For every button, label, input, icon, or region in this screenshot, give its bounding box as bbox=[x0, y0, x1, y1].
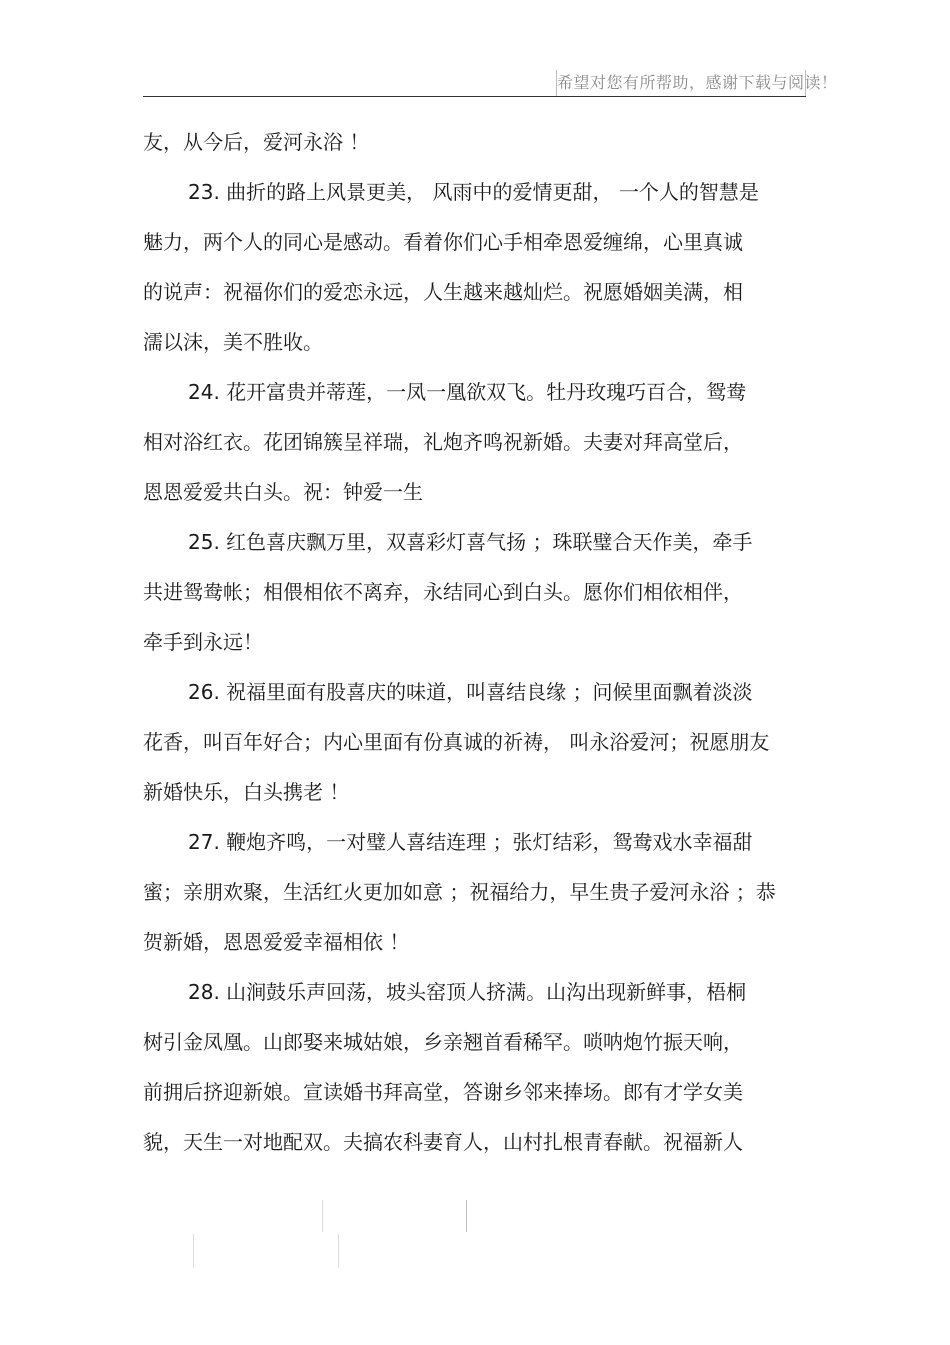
text-line: 濡以沫，美不胜收。 bbox=[143, 330, 323, 354]
header-rule bbox=[143, 96, 806, 97]
divider-line bbox=[338, 1234, 339, 1268]
paragraph-first-line: 28. 山涧鼓乐声回荡，坡头窑顶人挤满。山沟出现新鲜事，梧桐 bbox=[188, 980, 747, 1004]
text-line: 花香，叫百年好合；内心里面有份真诚的祈祷， 叫永浴爱河；祝愿朋友 bbox=[143, 730, 770, 754]
text-line: 贺新婚，恩恩爱爱幸福相依 ！ bbox=[143, 930, 410, 954]
document-body bbox=[143, 124, 813, 1174]
paragraph-first-line: 27. 鞭炮齐鸣，一对璧人喜结连理 ；张灯结彩，鸳鸯戏水幸福甜 bbox=[188, 830, 753, 854]
text-line: 新婚快乐，白头携老 ！ bbox=[143, 780, 350, 804]
text-line: 魅力，两个人的同心是感动。看着你们心手相牵恩爱缠绵，心里真诚 bbox=[143, 230, 743, 254]
text-line: 相对浴红衣。花团锦簇呈祥瑞，礼炮齐鸣祝新婚。夫妻对拜高堂后， bbox=[143, 430, 743, 454]
divider-line bbox=[466, 1200, 467, 1232]
text-line: 恩恩爱爱共白头。祝：钟爱一生 bbox=[143, 480, 423, 504]
text-line: 牵手到永远！ bbox=[143, 630, 263, 654]
text-line: 友，从今后，爱河永浴 ！ bbox=[143, 130, 370, 154]
header-note: 希望对您有所帮助，感谢下载与阅读！ bbox=[556, 70, 806, 96]
text-line: 的说声：祝福你们的爱恋永远，人生越来越灿烂。祝愿婚姻美满，相 bbox=[143, 280, 743, 304]
text-line: 蜜；亲朋欢聚，生活红火更加如意 ；祝福给力，早生贵子爱河永浴 ；恭 bbox=[143, 880, 776, 904]
text-line: 貌，天生一对地配双。夫搞农科妻育人，山村扎根青春献。祝福新人 bbox=[143, 1130, 743, 1154]
divider-line bbox=[322, 1200, 323, 1232]
paragraph-first-line: 23. 曲折的路上风景更美， 风雨中的爱情更甜， 一个人的智慧是 bbox=[188, 180, 759, 204]
text-line: 树引金凤凰。山郎娶来城姑娘，乡亲翘首看稀罕。唢呐炮竹振天响， bbox=[143, 1030, 743, 1054]
paragraph-first-line: 25. 红色喜庆飘万里，双喜彩灯喜气扬 ；珠联璧合天作美，牵手 bbox=[188, 530, 753, 554]
paragraph-first-line: 26. 祝福里面有股喜庆的味道，叫喜结良缘 ；问候里面飘着淡淡 bbox=[188, 680, 753, 704]
paragraph-first-line: 24. 花开富贵并蒂莲，一凤一凰欲双飞。牡丹玫瑰巧百合，鸳鸯 bbox=[188, 380, 747, 404]
text-line: 前拥后挤迎新娘。宣读婚书拜高堂，答谢乡邻来捧场。郎有才学女美 bbox=[143, 1080, 743, 1104]
text-line: 共进鸳鸯帐；相偎相依不离弃，永结同心到白头。愿你们相依相伴， bbox=[143, 580, 743, 604]
divider-line bbox=[193, 1234, 194, 1268]
